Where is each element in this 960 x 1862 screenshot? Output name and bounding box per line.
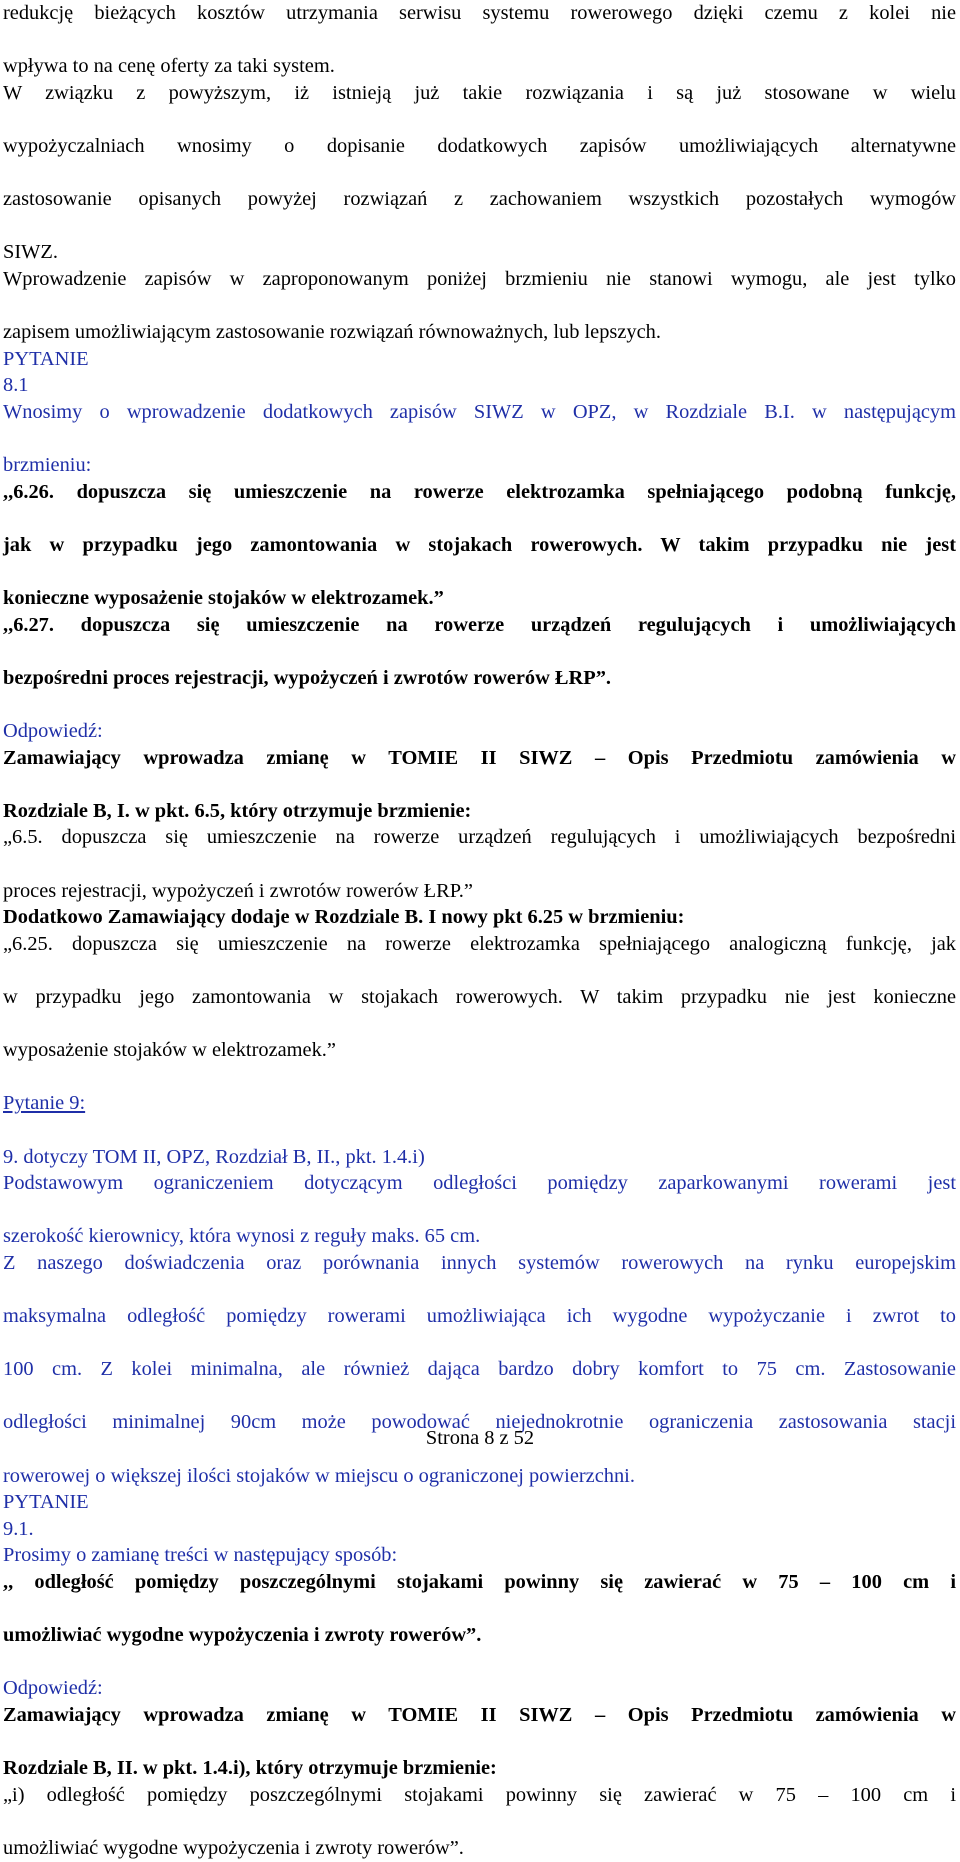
question-text-line: maksymalna odległość pomiędzy rowerami umożliwiająca ich wygodne wypożyczanie i zwrot to — [3, 1305, 956, 1328]
paragraph-line: zapisem umożliwiającym zastosowanie rozwiązań równoważnych, lub lepszych. — [3, 321, 661, 344]
answer-clause-line: proces rejestracji, wypożyczeń i zwrotów rowerów ŁRP.” — [3, 879, 473, 902]
answer-line: Zamawiający wprowadza zmianę w TOMIE II SIWZ – Opis Przedmiotu zamówienia w — [3, 746, 956, 769]
pytanie-label: PYTANIE — [3, 347, 89, 370]
question-number: 9.1. — [3, 1517, 34, 1540]
paragraph-line: zastosowanie opisanych powyżej rozwiązań z zachowaniem wszystkich pozostałych wymogów — [3, 188, 956, 211]
spacer — [3, 1064, 956, 1091]
question-text-line: rowerowej o większej ilości stojaków w miejscu o ograniczonej powierzchni. — [3, 1464, 635, 1487]
proposed-clause-line — [3, 479, 956, 532]
page-number: Strona 8 z 52 — [425, 1427, 535, 1449]
proposed-clause-line: jak w przypadku jego zamontowania w stojakach rowerowych. W takim przypadku nie jest — [3, 533, 956, 556]
proposed-clause-line: ,, odległość pomiędzy poszczególnymi stojakami powinny się zawierać w 75 – 100 cm i — [3, 1571, 956, 1594]
proposed-clause-line: umożliwiać wygodne wypożyczenia i zwroty rowerów”. — [3, 1624, 482, 1647]
proposed-clause-line — [3, 612, 956, 665]
paragraph-line: wypożyczalniach wnosimy o dopisanie dodatkowych zapisów umożliwiających alternatywne — [3, 134, 956, 157]
paragraph-line: SIWZ. — [3, 241, 58, 264]
answer-line: Rozdziale B, II. w pkt. 1.4.i), który otrzymuje brzmienie: — [3, 1757, 497, 1780]
answer-clause-line: „i) odległość pomiędzy poszczególnymi stojakami powinny się zawierać w 75 – 100 cm i — [3, 1783, 956, 1806]
question-intro-line: Wnosimy o wprowadzenie dodatkowych zapisów SIWZ w OPZ, w Rozdziale B.I. w następującym — [3, 400, 956, 423]
answer-line: Zamawiający wprowadza zmianę w TOMIE II SIWZ – Opis Przedmiotu zamówienia w — [3, 1704, 956, 1726]
spacer — [3, 1649, 956, 1676]
proposed-clause-line: konieczne wyposażenie stojaków w elektrozamek.” — [3, 587, 444, 610]
answer-label: Odpowiedź: — [3, 720, 103, 743]
answer-label: Odpowiedź: — [3, 1677, 103, 1700]
question-reference: 9. dotyczy TOM II, OPZ, Rozdział B, II., pkt. 1.4.i) — [3, 1145, 425, 1168]
clause-text: dopuszcza się umieszczenie na rowerze urządzeń regulujących i umożliwiających — [53, 613, 956, 636]
answer-line: Rozdziale B, I. w pkt. 6.5, który otrzymuje brzmienie: — [3, 799, 472, 822]
question-number: 8.1 — [3, 374, 29, 397]
clause-number: ,,6.26. — [3, 480, 54, 503]
spacer — [3, 1117, 956, 1144]
paragraph-line: Wprowadzenie zapisów w zaproponowanym poniżej brzmieniu nie stanowi wymogu, ale jest tylko — [3, 267, 956, 290]
spacer — [3, 691, 956, 718]
question-text-line: szerokość kierownicy, która wynosi z reguły maks. 65 cm. — [3, 1225, 481, 1248]
answer-clause-line: wyposażenie stojaków w elektrozamek.” — [3, 1039, 336, 1062]
question-heading: Pytanie 9: — [3, 1092, 86, 1115]
answer-clause-line: „6.5. dopuszcza się umieszczenie na rowerze urządzeń regulujących i umożliwiających bezpośredni — [3, 826, 956, 849]
question-intro-line: brzmieniu: — [3, 454, 92, 477]
answer-line: Dodatkowo Zamawiający dodaje w Rozdziale B. I nowy pkt 6.25 w brzmieniu: — [3, 906, 685, 929]
question-text-line: 100 cm. Z kolei minimalna, ale również dająca bardzo dobry komfort to 75 cm. Zastosowanie — [3, 1358, 956, 1381]
paragraph-line: W związku z powyższym, iż istnieją już takie rozwiązania i są już stosowane w wielu — [3, 81, 956, 104]
answer-clause-line: umożliwiać wygodne wypożyczenia i zwroty rowerów”. — [3, 1836, 464, 1859]
paragraph-line: wpływa to na cenę oferty za taki system. — [3, 55, 335, 78]
answer-clause-line: „6.25. dopuszcza się umieszczenie na rowerze elektrozamka spełniającego analogiczną funkcję, jak — [3, 932, 956, 955]
answer-clause-line: w przypadku jego zamontowania w stojakach rowerowych. W takim przypadku nie jest konieczne — [3, 985, 956, 1008]
clause-text: dopuszcza się umieszczenie na rowerze elektrozamka spełniającego podobną funkcję, — [53, 480, 956, 503]
question-intro-line: Prosimy o zamianę treści w następujący sposób: — [3, 1544, 398, 1567]
paragraph-line: redukcję bieżących kosztów utrzymania serwisu systemu rowerowego dzięki czemu z kolei nie — [3, 2, 956, 24]
pytanie-label: PYTANIE — [3, 1491, 89, 1514]
question-text-line: odległości minimalnej 90cm może powodować niejednokrotnie ograniczenia zastosowania stacji — [3, 1411, 956, 1434]
clause-number: ,,6.27. — [3, 613, 54, 636]
question-text-line: Podstawowym ograniczeniem dotyczącym odległości pomiędzy zaparkowanymi rowerami jest — [3, 1172, 956, 1195]
question-text-line: Z naszego doświadczenia oraz porównania innych systemów rowerowych na rynku europejskim — [3, 1251, 956, 1274]
proposed-clause-line: bezpośredni proces rejestracji, wypożyczeń i zwrotów rowerów ŁRP”. — [3, 666, 611, 689]
